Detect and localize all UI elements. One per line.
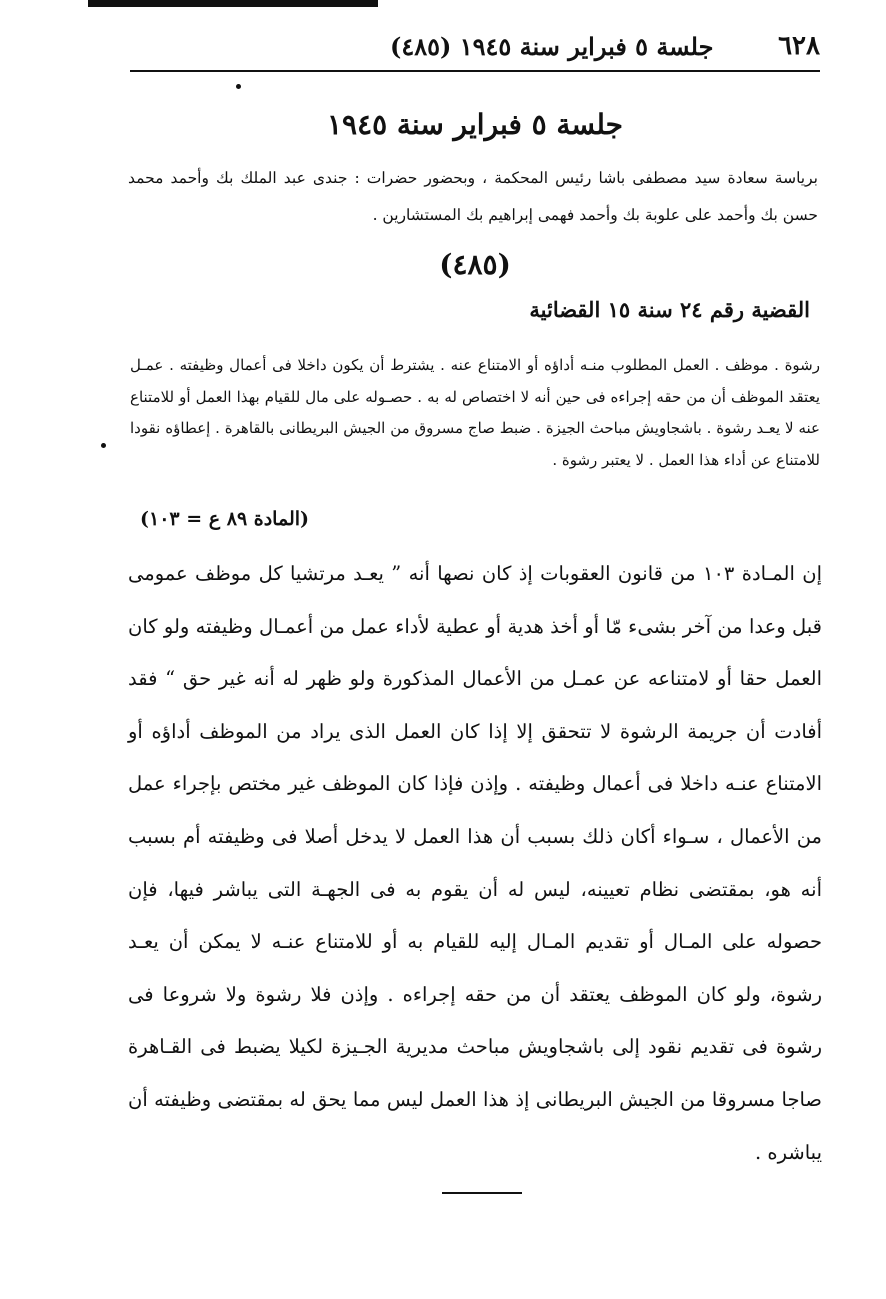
speck-dot	[236, 84, 241, 89]
headnote-summary: رشوة . موظف . العمل المطلوب منـه أداؤه أو الامتناع عنه . يشترط أن يكون داخلا فى أعمال وظيفته . عمـل يعتقد الموظف أن من حقه إجراءه فى حين أنه لا اختصاص له به . حصـوله على مال للقيام بهذا العمل أو للامتناع عنه لا يعـد رشوة . باشجاويش مباحث الجيزة . ضبط صاج مسروق من الجيش البريطانى بالقاهرة . إعطاؤه نقودا للامتناع عن أداء هذا العمل . لا يعتبر رشوة .	[130, 356, 820, 469]
article-reference: (المادة ٨٩ ع = ١٠٣)	[140, 508, 310, 530]
page-number: ٦٢٨	[778, 31, 820, 61]
top-rule	[88, 0, 378, 7]
header-rule	[130, 70, 820, 72]
judgment-body: إن المـادة ١٠٣ من قانون العقوبات إذ كان نصها أنه ” يعـد مرتشيا كل موظف عمومى قبل وعدا من آخر بشىء مّا أو أخذ هدية أو عطية لأداء عمل من أعمـال وظيفته ولو كان العمل حقا أو لامتناعه عن عمـل من الأعمال المذكورة ولو ظهر له أنه غير حق “ فقد أفادت أن جريمة الرشوة لا تتحقق إلا إذا كان العمل الذى يراد من الموظف أداؤه أو الامتناع عنـه داخلا فى أعمال وظيفته . وإذن فإذا كان الموظف غير مختص بإجراء عمل من الأعمال ، سـواء أكان ذلك بسبب أن هذا العمل لا يدخل أصلا فى وظيفته أم بسبب أنه هو، بمقتضى نظام تعيينه، ليس له أن يقوم به فى الجهـة التى يباشر فيها، فإن حصوله على المـال أو تقديم المـال إليه للقيام به أو للامتناع عنـه لا يمكن أن يعـد رشوة، ولو كان الموظف يعتقد أن من حقه إجراءه . وإذن فلا رشوة ولا شروعا فى رشوة فى تقديم نقود إلى باشجاويش مباحث مديرية الجـيزة لكيلا يضبط فى القـاهرة صاجا مسروقا من الجيش البريطانى إذ هذا العمل ليس مما يحق له بمقتضى وظيفته أن يباشره .	[128, 562, 823, 1164]
running-title: جلسة ٥ فبراير سنة ١٩٤٥ (٤٨٥)	[390, 31, 714, 61]
end-rule	[442, 1192, 522, 1194]
session-title: جلسة ٥ فبراير سنة ١٩٤٥	[326, 108, 623, 141]
page-header	[130, 26, 820, 66]
case-number: (٤٨٥)	[439, 248, 511, 281]
presidency-paragraph: برياسة سعادة سيد مصطفى باشا رئيس المحكمة ، وبحضور حضرات : جندى عبد الملك بك وأحمد محمد حسن بك وأحمد على علوبة بك وأحمد فهمى إبراهيم بك المستشارين .	[128, 169, 818, 224]
margin-dot	[101, 443, 106, 448]
case-reference: القضية رقم ٢٤ سنة ١٥ القضائية	[529, 297, 810, 322]
